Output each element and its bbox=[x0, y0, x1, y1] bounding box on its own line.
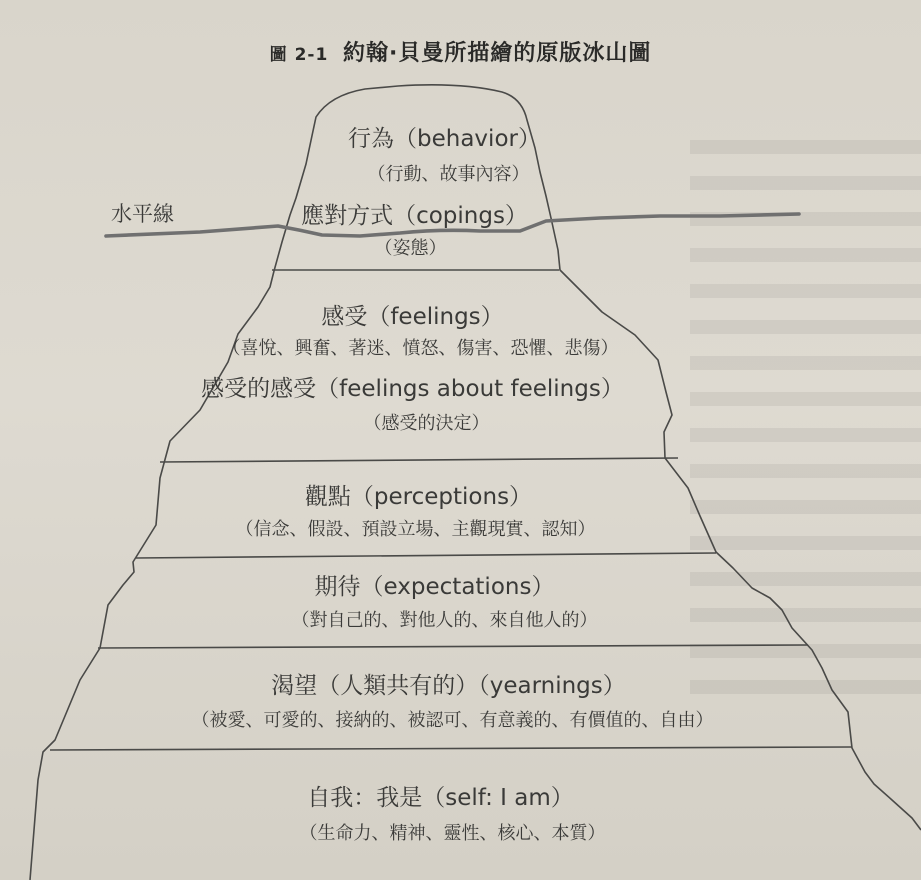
perceptions-label: 觀點（perceptions） bbox=[304, 484, 533, 510]
self-label: 自我：我是（self: I am） bbox=[307, 785, 574, 811]
copings-label: 應對方式（copings） bbox=[301, 203, 528, 229]
horizon-label: 水平線 bbox=[111, 202, 174, 226]
perceptions-detail: （信念、假設、預設立場、主觀現實、認知） bbox=[235, 519, 596, 540]
behavior-label: 行為（behavior） bbox=[348, 126, 541, 152]
self-detail: （生命力、精神、靈性、核心、本質） bbox=[299, 823, 606, 844]
figure-number: 圖 2-1 bbox=[269, 45, 329, 65]
divider-perceptions-expectations bbox=[136, 553, 716, 558]
figure-title-text: 約翰·貝曼所描繪的原版冰山圖 bbox=[342, 41, 652, 66]
copings-detail: （姿態） bbox=[374, 238, 447, 259]
expectations-label: 期待（expectations） bbox=[314, 574, 555, 600]
feelings-label: 感受（feelings） bbox=[321, 304, 504, 330]
feelings-about-feelings-detail: （感受的決定） bbox=[363, 413, 490, 434]
behavior-detail: （行動、故事內容） bbox=[367, 164, 530, 185]
expectations-detail: （對自己的、對他人的、來自他人的） bbox=[291, 610, 598, 631]
feelings-detail: （喜悅、興奮、著迷、憤怒、傷害、恐懼、悲傷） bbox=[222, 338, 619, 359]
divider-expectations-yearnings bbox=[98, 645, 808, 648]
divider-feelings-perceptions bbox=[160, 458, 678, 462]
feelings-about-feelings-label: 感受的感受（feelings about feelings） bbox=[201, 376, 624, 402]
divider-yearnings-self bbox=[50, 747, 852, 750]
yearnings-label: 渴望（人類共有的）（yearnings） bbox=[271, 673, 626, 699]
yearnings-detail: （被愛、可愛的、接納的、被認可、有意義的、有價值的、自由） bbox=[191, 710, 714, 731]
